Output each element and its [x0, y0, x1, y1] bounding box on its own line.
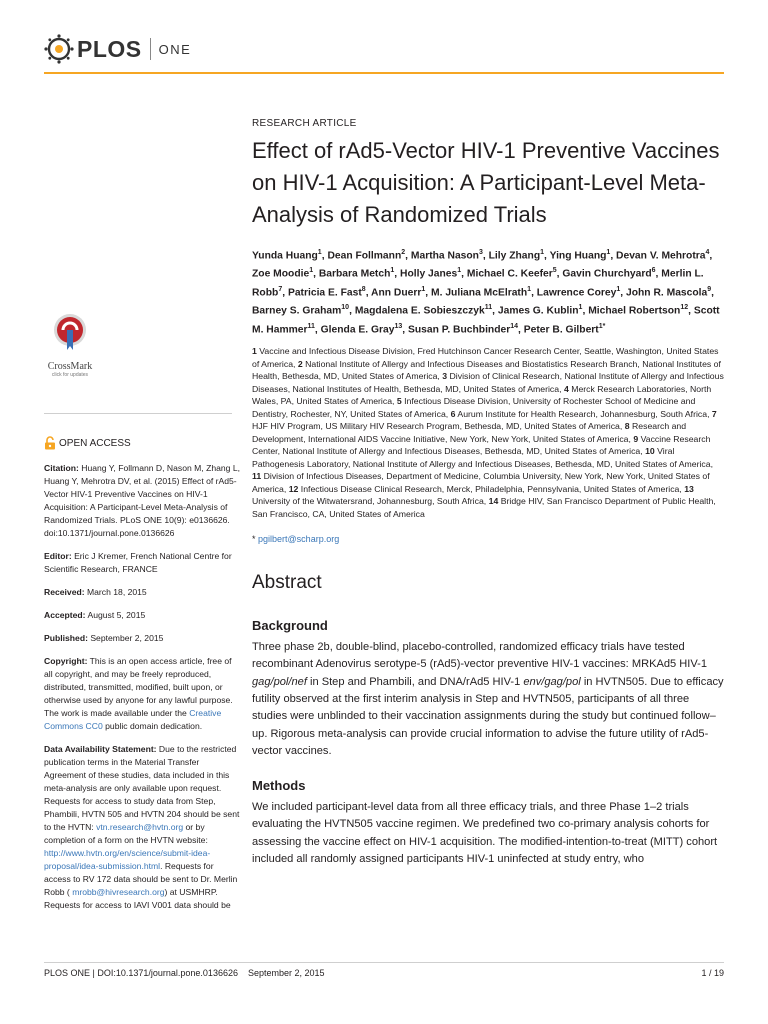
author-affiliation-mark: 1 [578, 304, 583, 312]
sidebar-divider [44, 413, 232, 414]
author-name: Yunda Huang [252, 250, 318, 262]
affiliation-number: 13 [684, 483, 694, 494]
affiliation-number: 7 [711, 408, 717, 419]
hvtn-email-link[interactable]: vtn.research@hvtn.org [96, 822, 184, 832]
affiliation-text: Merck Research Laboratories, North Wales, PA, United States of America, [252, 383, 712, 407]
author-name: Lawrence Corey [536, 287, 617, 299]
crossmark-label: CrossMark [47, 361, 93, 372]
author-affiliation-mark: 1 [390, 267, 395, 275]
data-availability-block [44, 743, 240, 912]
affiliation-number: 8 [624, 421, 630, 432]
affiliation-text: Infectious Disease Clinical Research, Merck, Philadelphia, Pennsylvania, United States of America, [300, 483, 682, 494]
copyright-label: Copyright: [44, 656, 88, 666]
received-label: Received: [44, 587, 85, 597]
correspondence-email-link[interactable]: pgilbert@scharp.org [258, 534, 340, 545]
author-affiliation-mark: 12 [680, 304, 689, 312]
author-affiliation-mark: 9 [707, 285, 712, 293]
affiliation-text: Division of Infectious Diseases, Department of Medicine, Columbia University, New York, New York, United States of America, [252, 471, 710, 494]
author-name: Ann Duerr [371, 287, 422, 299]
footer-rule [44, 962, 724, 963]
author-affiliation-mark: 1 [317, 249, 322, 256]
author-affiliation-mark: 3 [478, 249, 483, 256]
author-affiliation-mark: 2 [401, 249, 406, 256]
open-access-badge [44, 436, 240, 450]
data-availability-text: Due to the restricted publication terms in the Material Transfer Agreement of these studies, data included in this meta-analysis are only available upon request. Requests for access to study data from Step, Phambili, HVTN 505 and HVTN 204 should be sent to the HVTN: [44, 744, 240, 832]
author-name: Dean Follmann [327, 250, 402, 262]
editor-text: Eric J Kremer, French National Centre for Scientific Research, FRANCE [44, 551, 232, 574]
author-affiliation-mark: 11 [307, 322, 315, 330]
methods-heading: Methods [252, 778, 306, 794]
citation-text: Huang Y, Follmann D, Nason M, Zhang L, Huang Y, Mehrotra DV, et al. (2015) Effect of rAd5-Vector HIV-1 Preventive Vaccines on HIV-1 Acquisition: A Participant-Level Meta-Analysis of Randomized Trials. PLoS ONE 10(9): e0136626. doi:10.1371/journal.pone.0136626 [44, 463, 240, 538]
correspondence [252, 534, 724, 544]
affiliation-text: Vaccine Research Center, National Institute of Allergy and Infectious Diseases, Bethesda, MD, United States of America, [252, 433, 711, 457]
author-name: Susan P. Buchbinder [408, 324, 511, 336]
author-name: James G. Kublin [497, 305, 579, 317]
author-affiliation-mark: 4 [705, 249, 710, 256]
author-name: M. Juliana McElrath [431, 287, 528, 299]
copyright-block [44, 655, 240, 733]
author-name: Devan V. Mehrotra [616, 250, 706, 262]
background-gene-2: env/gag/pol [523, 675, 581, 688]
author-affiliation-mark: 1 [309, 267, 314, 275]
affiliation-text: University of the Witwatersrand, Johannesburg, South Africa, [252, 496, 487, 507]
author-affiliation-mark: 8 [361, 285, 366, 293]
affiliation-number: 5 [396, 396, 402, 407]
journal-name: ONE [158, 41, 192, 57]
author-name: Holly Janes [400, 268, 458, 280]
header-rule [44, 72, 724, 74]
affiliation-text: Research and Development, International AIDS Vaccine Initiative, New York, New York, United States of America, [252, 421, 687, 444]
data-availability-text-2: or by completion of a form on the HVTN website: [44, 822, 208, 845]
author-list: Yunda Huang$^1$, Dean Follmann$^2$, Martha Nason$^3$, Lily Zhang$^1$, Ying Huang$^1$, Devan V. Mehrotra$^4$, Zoe Moodie$^1$, Barbara Metch$^1$, Holly Janes$^1$, Michael C. Keefer$^5$, Gavin Churchyard$^6$, Merlin L. Robb$^7$, Patricia E. Fast$^8$, Ann Duerr$^1$, M. Juliana McElrath$^1$, Lawrence Corey$^1$, John R. Mascola$^9$, Barney S. Graham$^{10}$, Magdalena E. Sobieszczyk$^{11}$, James G. Kublin$^1$, Michael Robertson$^{12}$, Scott M. Hammer$^{11}$, Glenda E. Gray$^{13}$, Susan P. Buchbinder$^{14}$, Peter B. Gilbert$^{1*}$ [252, 249, 720, 336]
affiliation-text: HJF HIV Program, US Military HIV Research Program, Bethesda, MD, United States of America, [252, 421, 623, 432]
article-type: RESEARCH ARTICLE [252, 118, 357, 129]
author-name: Magdalena E. Sobieszczyk [354, 305, 485, 317]
correspondence-mark: * [252, 534, 256, 545]
published-label: Published: [44, 633, 88, 643]
background-text [252, 639, 724, 760]
author-affiliation-mark: 1 [457, 267, 462, 275]
author-name: Merlin L. Robb [252, 268, 704, 299]
received-date: March 18, 2015 [84, 587, 147, 597]
author-affiliation-mark: 6 [651, 267, 656, 275]
received-block [44, 586, 240, 599]
plos-logo-word: PLOS [77, 35, 142, 62]
background-text-1: Three phase 2b, double-blind, placebo-controlled, randomized efficacy trials have tested recombinant Adenovirus serotype-5 (rAd5)-vector preventive HIV-1 vaccines: MRKAd5 HIV-1 [252, 641, 708, 671]
affiliation-number: 1 [252, 346, 257, 357]
journal-masthead [44, 32, 191, 66]
author-name: Peter B. Gilbert [523, 324, 599, 336]
author-name: Martha Nason [410, 250, 479, 262]
editor-block [44, 550, 240, 576]
crossmark-badge[interactable] [40, 312, 100, 378]
plos-logo-icon [44, 34, 74, 64]
accepted-date: August 5, 2015 [85, 610, 146, 620]
accepted-block [44, 609, 240, 622]
accepted-label: Accepted: [44, 610, 86, 620]
background-text-2: in Step and Phambili, and DNA/rAd5 HIV-1 [306, 675, 524, 688]
author-name: Zoe Moodie [252, 268, 310, 280]
affiliation-text: Bridge HIV, San Francisco Department of Public Health, San Francisco, CA, United States of America [252, 496, 716, 519]
affiliation-text: Division of Clinical Research, National Institute of Allergy and Infectious Diseases, National Institutes of Health, Bethesda, MD, United States of America, [252, 371, 724, 394]
affiliation-number: 4 [563, 383, 569, 394]
author-affiliation-mark: 10 [341, 304, 350, 312]
article-title: Effect of rAd5-Vector HIV-1 Preventive Vaccines on HIV-1 Acquisition: A Participant-Level Meta-Analysis of Randomized Trials [252, 138, 720, 227]
author-affiliation-mark: 13 [394, 322, 403, 330]
published-date: September 2, 2015 [87, 633, 164, 643]
author-affiliation-mark: 1 [606, 249, 611, 256]
methods-text: We included participant-level data from all three efficacy trials, and three Phase 1–2 trials evaluating the HVTN505 vaccine regimen. We predefined two co-primary analysis cohorts for assessing the vaccine effect on HIV-1 acquisition. The modified-intention-to-treat (MITT) cohort included all randomly assigned participants HIV-1 uninfected at study entry, who [252, 801, 718, 866]
author-name: Michael C. Keefer [466, 268, 553, 280]
author-affiliation-mark: 1* [598, 322, 606, 330]
copyright-text-end: public domain dedication. [102, 721, 203, 731]
author-affiliation-mark: 1 [527, 285, 532, 293]
affiliation-number: 11 [252, 471, 262, 482]
affiliation-number: 12 [288, 483, 299, 494]
author-affiliation-mark: 5 [552, 267, 557, 275]
crossmark-sublabel: click for updates [51, 372, 89, 378]
affiliation-list [252, 345, 724, 520]
citation-block [44, 462, 240, 540]
affiliation-text: National Institute of Allergy and Infectious Diseases and Biostatistics Research Branch, National Institutes of Health, Bethesda, MD, United States of America, [252, 358, 721, 382]
affiliation-text: Vaccine and Infectious Disease Division, Fred Hutchinson Cancer Research Center, Seattle, Washington, United States of America, [252, 346, 719, 369]
affiliation-text: Viral Pathogenesis Laboratory, National Institute of Allergy and Infectious Diseases, Bethesda, MD, United States of America, [252, 446, 714, 469]
author-name: Lily Zhang [488, 250, 541, 262]
author-affiliation-mark: 1 [616, 285, 621, 293]
background-gene-1: gag/pol/nef [252, 675, 307, 688]
robb-email-link[interactable]: mrobb@hivresearch.org [72, 887, 165, 897]
affiliation-number: 10 [645, 446, 655, 457]
author-affiliation-mark: 1 [421, 285, 426, 293]
page-number: 1 / 19 [701, 968, 724, 978]
hvtn-website-link[interactable]: http://www.hvtn.org/en/science/submit-idea-proposal/idea-submission.html [44, 848, 211, 871]
author-name: John R. Mascola [626, 287, 708, 299]
affiliation-text: Infectious Disease Division, University of Rochester School of Medicine and Dentistry, Rochester, NY, United States of America, [252, 396, 696, 419]
affiliation-number: 14 [488, 496, 499, 507]
author-affiliation-mark: 11 [484, 304, 493, 312]
data-availability-text-3: . Requests for access to RV 172 data should be sent to Dr. Merlin Robb ( [44, 861, 238, 897]
affiliation-text: Aurum Institute for Health Research, Johannesburg, South Africa, [457, 408, 710, 419]
article-main [252, 118, 724, 886]
author-name: Michael Robertson [588, 305, 681, 317]
author-name: Patricia E. Fast [287, 287, 362, 299]
data-availability-label: Data Availability Statement: [44, 744, 157, 754]
author-affiliation-mark: 14 [510, 322, 519, 330]
author-name: Scott M. Hammer [252, 305, 720, 336]
author-name: Barney S. Graham [252, 305, 342, 317]
author-affiliation-mark: 1 [540, 249, 545, 256]
affiliation-number: 9 [633, 433, 639, 444]
author-name: Glenda E. Gray [320, 324, 395, 336]
editor-label: Editor: [44, 551, 72, 561]
crossmark-icon [52, 312, 88, 354]
affiliation-number: 3 [442, 371, 448, 382]
background-text-3: in HVTN505. Due to efficacy futility observed at the first interim analysis in Step and HVTN505, participants of all three studies were unblinded to their vaccination assignments during the study but continued follow–up. Rigorous meta-analysis can provide crucial information to advise the future utility of rAd5-vector vaccines. [252, 675, 724, 757]
author-affiliation-mark: 7 [278, 285, 283, 293]
data-availability-text-4: ) at USMHRP. Requests for access to IAVI V001 data should be [44, 887, 231, 910]
citation-label: Citation: [44, 463, 79, 473]
author-name: Ying Huang [549, 250, 607, 262]
copyright-text: This is an open access article, free of all copyright, and may be freely reproduced, distributed, transmitted, modified, built upon, or otherwise used by anyone for any lawful purpose. The work is made available under the [44, 656, 233, 718]
article-sidebar [44, 436, 240, 922]
open-lock-icon [44, 436, 56, 450]
logo-separator [150, 38, 151, 60]
author-name: Barbara Metch [318, 268, 391, 280]
cc0-link[interactable]: Creative Commons CC0 [44, 708, 222, 731]
open-access-label: OPEN ACCESS [59, 437, 131, 449]
affiliation-number: 6 [450, 408, 456, 419]
author-name: Gavin Churchyard [562, 268, 652, 280]
published-block [44, 632, 240, 645]
footer-citation: PLOS ONE | DOI:10.1371/journal.pone.0136626 September 2, 2015 [44, 968, 325, 978]
background-heading: Background [252, 618, 328, 634]
affiliation-number: 2 [297, 358, 303, 369]
abstract-heading: Abstract [252, 572, 322, 594]
